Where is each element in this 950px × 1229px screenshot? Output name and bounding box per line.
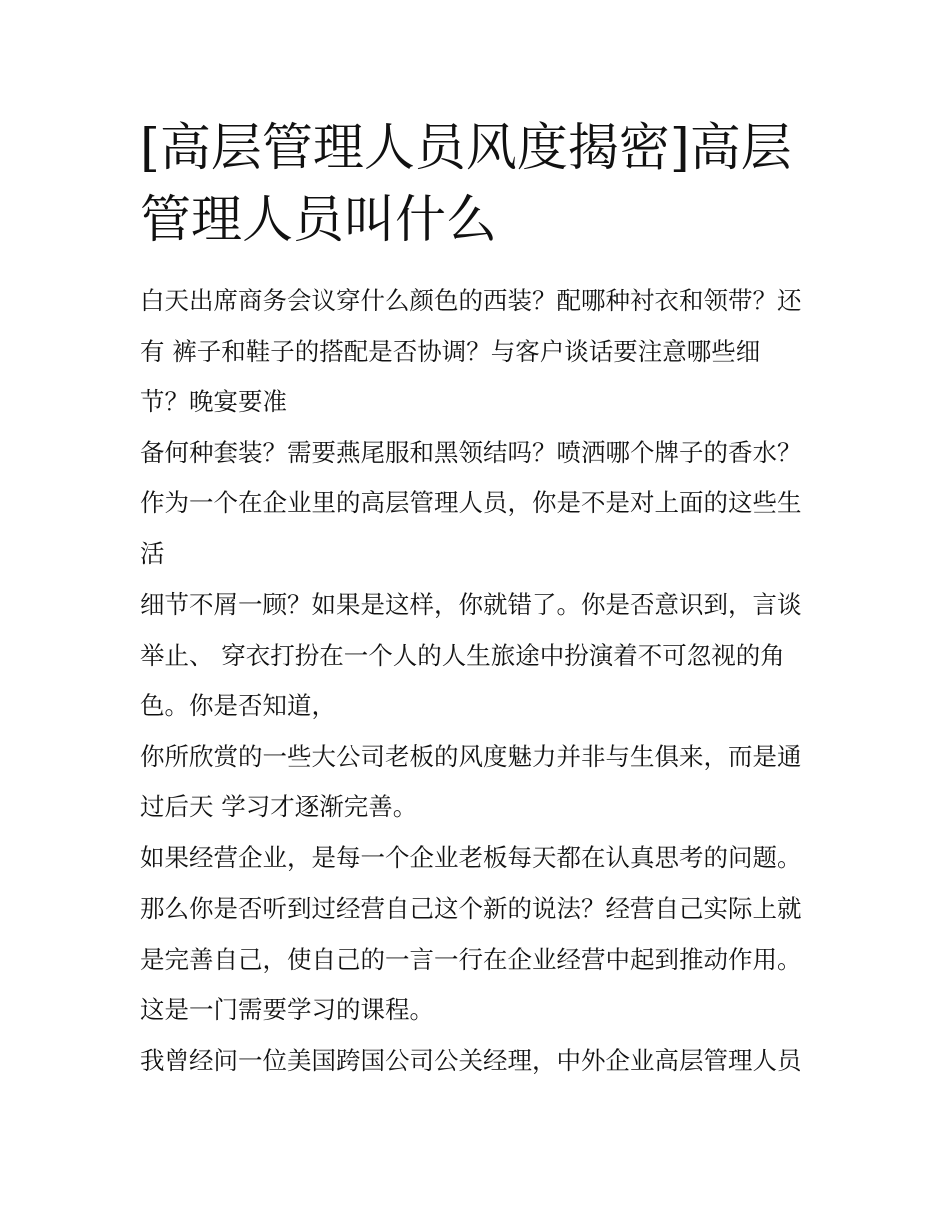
body-line: 那么你是否听到过经营自己这个新的说法？经营自己实际上就 [140,894,802,923]
body-line: 白天出席商务会议穿什么颜色的西装？配哪种衬衣和领带？还 [140,286,802,315]
body-line: 举止、 穿衣打扮在一个人的人生旅途中扮演着不可忽视的角 [140,641,785,670]
body-line: 节？晚宴要准 [140,387,287,416]
body-line: 是完善自己，使自己的一言一行在企业经营中起到推动作用。 [140,945,802,974]
document-title: [高层管理人员风度揭密]高层管理人员叫什么 [140,119,792,250]
body-line: 这是一门需要学习的课程。 [140,995,434,1024]
body-line: 活 [140,539,165,568]
body-line: 你所欣赏的一些大公司老板的风度魅力并非与生俱来，而是通 [140,742,802,771]
body-line: 备何种套装？需要燕尾服和黑领结吗？喷洒哪个牌子的香水？ [140,438,802,467]
body-line: 我曾经问一位美国跨国公司公关经理，中外企业高层管理人员 [140,1046,802,1075]
body-line: 如果经营企业，是每一个企业老板每天都在认真思考的问题。 [140,843,802,872]
body-line: 色。你是否知道， [140,691,336,720]
body-line: 作为一个在企业里的高层管理人员，你是不是对上面的这些生 [140,488,802,517]
body-line: 细节不屑一顾？如果是这样，你就错了。你是否意识到，言谈 [140,590,802,619]
body-line: 有 裤子和鞋子的搭配是否协调？与客户谈话要注意哪些细 [140,337,761,366]
body-line: 过后天 学习才逐渐完善。 [140,792,418,821]
